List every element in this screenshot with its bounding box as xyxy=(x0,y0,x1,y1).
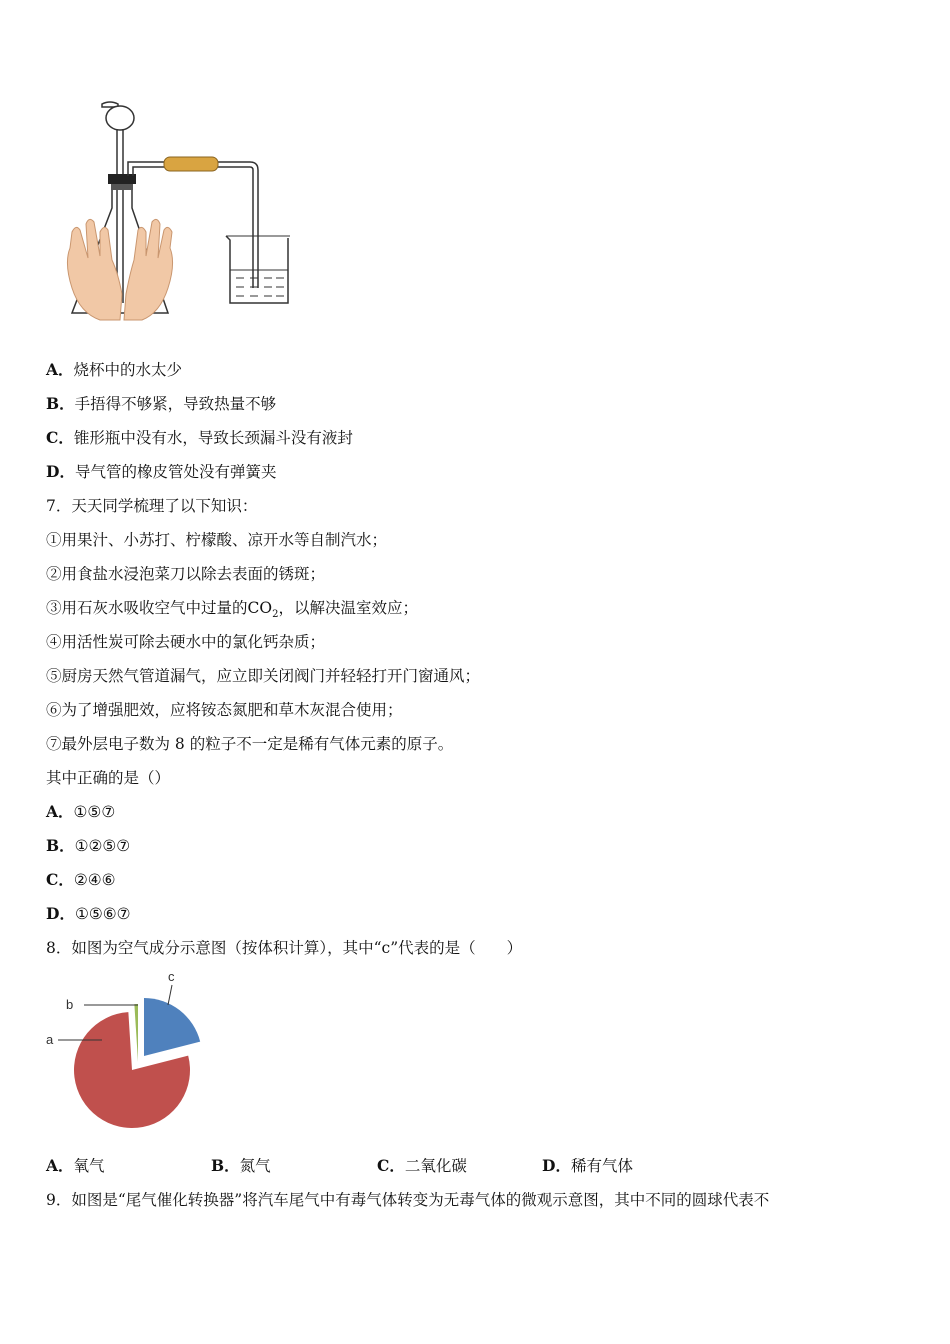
option-text: ①②⑤⑦ xyxy=(74,837,131,855)
option-text: 氧气 xyxy=(73,1157,105,1175)
option-text: 锥形瓶中没有水，导致长颈漏斗没有液封 xyxy=(73,429,353,447)
air-composition-pie-chart xyxy=(40,965,210,1135)
option-letter: C． xyxy=(46,870,74,889)
option-text: 导气管的橡皮管处没有弹簧夹 xyxy=(74,463,277,481)
q7-question: 其中正确的是（） xyxy=(46,769,171,787)
pie-label-c: c xyxy=(168,969,175,984)
option-letter: C． xyxy=(46,428,74,447)
q7-option-d xyxy=(46,903,131,925)
q7-item-4: ④用活性炭可除去硬水中的氯化钙杂质； xyxy=(46,633,326,651)
option-letter: A． xyxy=(46,1156,74,1175)
option-text: 稀有气体 xyxy=(570,1157,633,1175)
option-letter: A． xyxy=(46,802,74,821)
option-text: 烧杯中的水太少 xyxy=(73,361,183,379)
q8-option-c xyxy=(377,1155,467,1177)
q7-stem: 7．天天同学梳理了以下知识： xyxy=(46,497,258,515)
option-text: ②④⑥ xyxy=(73,871,116,889)
q7-item-7: ⑦最外层电子数为 8 的粒子不一定是稀有气体元素的原子。 xyxy=(46,735,454,753)
option-letter: C． xyxy=(377,1156,405,1175)
q7-item-2: ②用食盐水浸泡菜刀以除去表面的锈斑； xyxy=(46,565,326,583)
pie-slice-c xyxy=(144,998,200,1056)
q7-item-3-text: ③用石灰水吸收空气中过量的 xyxy=(46,599,248,617)
q6-option-d xyxy=(46,461,276,483)
q7-item-1: ①用果汁、小苏打、柠檬酸、凉开水等自制汽水； xyxy=(46,531,388,549)
q9-stem: 9．如图是“尾气催化转换器”将汽车尾气中有毒气体转变为无毒气体的微观示意图，其中不同的圆球代表不 xyxy=(46,1191,770,1209)
option-letter: D． xyxy=(542,1156,571,1175)
q7-option-c xyxy=(46,869,116,891)
q8-options xyxy=(46,1155,906,1177)
q8-stem: 8．如图为空气成分示意图（按体积计算），其中“c”代表的是（ ） xyxy=(46,939,523,957)
co2-formula: CO xyxy=(247,599,273,617)
q7-option-b xyxy=(46,835,130,857)
q8-option-d xyxy=(542,1155,633,1177)
q7-option-a xyxy=(46,801,115,823)
option-letter: B． xyxy=(211,1156,240,1175)
q8-option-a xyxy=(46,1155,105,1177)
pie-label-b: b xyxy=(66,997,74,1012)
q7-item-6: ⑥为了增强肥效，应将铵态氮肥和草木灰混合使用； xyxy=(46,701,403,719)
q8-option-b xyxy=(211,1155,271,1177)
q6-option-c xyxy=(46,427,353,449)
pie-label-a: a xyxy=(46,1032,54,1047)
option-letter: D． xyxy=(46,904,75,923)
pie-slice-b xyxy=(134,1004,138,1062)
option-letter: D． xyxy=(46,462,75,481)
q7-item-3-tail: ，以解决温室效应； xyxy=(278,599,418,617)
option-letter: B． xyxy=(46,394,75,413)
label-leader-c xyxy=(168,985,172,1005)
co2-subscript: 2 xyxy=(272,609,279,621)
q6-option-a xyxy=(46,359,182,381)
option-text: ①⑤⑦ xyxy=(73,803,116,821)
q6-option-b xyxy=(46,393,276,415)
option-letter: A． xyxy=(46,360,74,379)
option-letter: B． xyxy=(46,836,75,855)
option-text: 氮气 xyxy=(239,1157,271,1175)
option-text: 手捂得不够紧，导致热量不够 xyxy=(74,395,277,413)
q7-item-5: ⑤厨房天然气管道漏气，应立即关闭阀门并轻轻打开门窗通风； xyxy=(46,667,481,685)
option-text: ①⑤⑥⑦ xyxy=(74,905,131,923)
q7-item-3 xyxy=(46,597,418,619)
option-text: 二氧化碳 xyxy=(404,1157,467,1175)
airtightness-check-apparatus xyxy=(60,98,300,324)
